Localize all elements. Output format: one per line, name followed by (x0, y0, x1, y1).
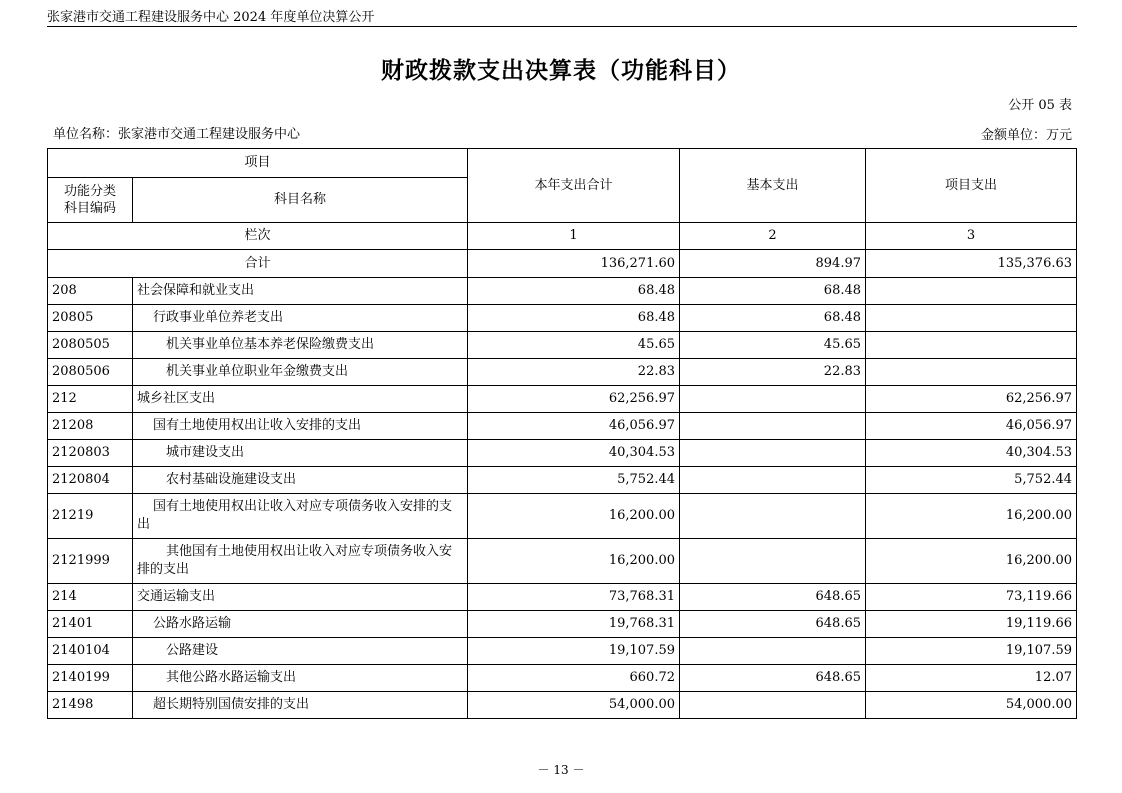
row-name: 国有土地使用权出让收入安排的支出 (133, 413, 468, 440)
row-basic: 22.83 (680, 359, 866, 386)
row-code: 21219 (48, 494, 133, 539)
row-total: 16,200.00 (468, 494, 680, 539)
row-basic (680, 440, 866, 467)
total-project: 135,376.63 (866, 250, 1077, 278)
unit-name: 单位名称：张家港市交通工程建设服务中心 (53, 127, 301, 142)
row-project: 54,000.00 (866, 692, 1077, 719)
row-name: 超长期特别国债安排的支出 (133, 692, 468, 719)
header-column-no: 栏次 (48, 223, 468, 250)
row-name: 其他公路水路运输支出 (133, 665, 468, 692)
row-basic (680, 467, 866, 494)
amount-unit: 金额单位：万元 (980, 128, 1072, 143)
row-basic (680, 413, 866, 440)
row-code: 2140104 (48, 638, 133, 665)
row-basic (680, 638, 866, 665)
page-number: － 13 － (537, 763, 585, 777)
row-basic (680, 494, 866, 539)
header-code: 功能分类 科目编码 (48, 178, 133, 223)
row-project: 16,200.00 (866, 539, 1077, 584)
table-row (48, 278, 1077, 305)
row-name: 机关事业单位职业年金缴费支出 (133, 359, 468, 386)
row-code: 21498 (48, 692, 133, 719)
row-total: 68.48 (468, 278, 680, 305)
row-project: 73,119.66 (866, 584, 1077, 611)
row-code: 208 (48, 278, 133, 305)
row-name: 机关事业单位基本养老保险缴费支出 (133, 332, 468, 359)
row-basic: 68.48 (680, 278, 866, 305)
row-total: 16,200.00 (468, 539, 680, 584)
header-project: 项目支出 (866, 149, 1077, 223)
row-total: 19,768.31 (468, 611, 680, 638)
row-total: 54,000.00 (468, 692, 680, 719)
form-number: 公开 05 表 (1008, 98, 1072, 113)
row-basic: 648.65 (680, 584, 866, 611)
row-code: 21208 (48, 413, 133, 440)
table-row (48, 305, 1077, 332)
row-project (866, 278, 1077, 305)
header-basic: 基本支出 (680, 149, 866, 223)
row-total: 22.83 (468, 359, 680, 386)
table-row (48, 638, 1077, 665)
total-basic: 894.97 (680, 250, 866, 278)
row-total: 46,056.97 (468, 413, 680, 440)
row-total: 660.72 (468, 665, 680, 692)
row-total: 68.48 (468, 305, 680, 332)
row-basic (680, 386, 866, 413)
row-project (866, 332, 1077, 359)
row-basic (680, 692, 866, 719)
row-code: 2120803 (48, 440, 133, 467)
row-project: 12.07 (866, 665, 1077, 692)
row-project (866, 305, 1077, 332)
row-total: 40,304.53 (468, 440, 680, 467)
row-code: 2140199 (48, 665, 133, 692)
row-name: 城市建设支出 (133, 440, 468, 467)
row-basic: 45.65 (680, 332, 866, 359)
row-name: 公路水路运输 (133, 611, 468, 638)
page-title: 财政拨款支出决算表（功能科目） (381, 57, 741, 84)
row-total: 73,768.31 (468, 584, 680, 611)
total-row (48, 250, 1077, 278)
row-project: 62,256.97 (866, 386, 1077, 413)
header-name: 科目名称 (133, 178, 468, 223)
row-project: 16,200.00 (866, 494, 1077, 539)
header-col2: 2 (680, 223, 866, 250)
row-name: 社会保障和就业支出 (133, 278, 468, 305)
row-code: 2121999 (48, 539, 133, 584)
table-row (48, 692, 1077, 719)
document-header: 张家港市交通工程建设服务中心 2024 年度单位决算公开 (47, 10, 375, 25)
row-name: 交通运输支出 (133, 584, 468, 611)
row-name: 农村基础设施建设支出 (133, 467, 468, 494)
row-code: 20805 (48, 305, 133, 332)
row-total: 19,107.59 (468, 638, 680, 665)
header-rule (47, 26, 1077, 27)
row-code: 21401 (48, 611, 133, 638)
table-row (48, 386, 1077, 413)
row-code: 212 (48, 386, 133, 413)
table-row (48, 359, 1077, 386)
row-project: 19,107.59 (866, 638, 1077, 665)
row-code: 2080506 (48, 359, 133, 386)
row-project (866, 359, 1077, 386)
table-row (48, 665, 1077, 692)
row-basic (680, 539, 866, 584)
row-code: 2120804 (48, 467, 133, 494)
table-row (48, 539, 1077, 584)
row-basic: 648.65 (680, 665, 866, 692)
header-col3: 3 (866, 223, 1077, 250)
row-total: 45.65 (468, 332, 680, 359)
row-total: 62,256.97 (468, 386, 680, 413)
header-col1: 1 (468, 223, 680, 250)
header-item: 项目 (48, 149, 468, 178)
table-row (48, 611, 1077, 638)
total-label: 合计 (48, 250, 468, 278)
total-amount: 136,271.60 (468, 250, 680, 278)
row-project: 40,304.53 (866, 440, 1077, 467)
row-code: 2080505 (48, 332, 133, 359)
row-project: 19,119.66 (866, 611, 1077, 638)
row-name: 其他国有土地使用权出让收入对应专项债务收入安排的支出 (133, 539, 468, 584)
row-name: 公路建设 (133, 638, 468, 665)
row-project: 46,056.97 (866, 413, 1077, 440)
expenditure-table (47, 148, 1077, 719)
table-row (48, 440, 1077, 467)
row-name: 城乡社区支出 (133, 386, 468, 413)
table-row (48, 494, 1077, 539)
row-basic: 648.65 (680, 611, 866, 638)
row-total: 5,752.44 (468, 467, 680, 494)
table-row (48, 467, 1077, 494)
row-project: 5,752.44 (866, 467, 1077, 494)
row-code: 214 (48, 584, 133, 611)
row-basic: 68.48 (680, 305, 866, 332)
row-name: 国有土地使用权出让收入对应专项债务收入安排的支出 (133, 494, 468, 539)
header-total: 本年支出合计 (468, 149, 680, 223)
table-row (48, 413, 1077, 440)
row-name: 行政事业单位养老支出 (133, 305, 468, 332)
table-row (48, 332, 1077, 359)
table-row (48, 584, 1077, 611)
